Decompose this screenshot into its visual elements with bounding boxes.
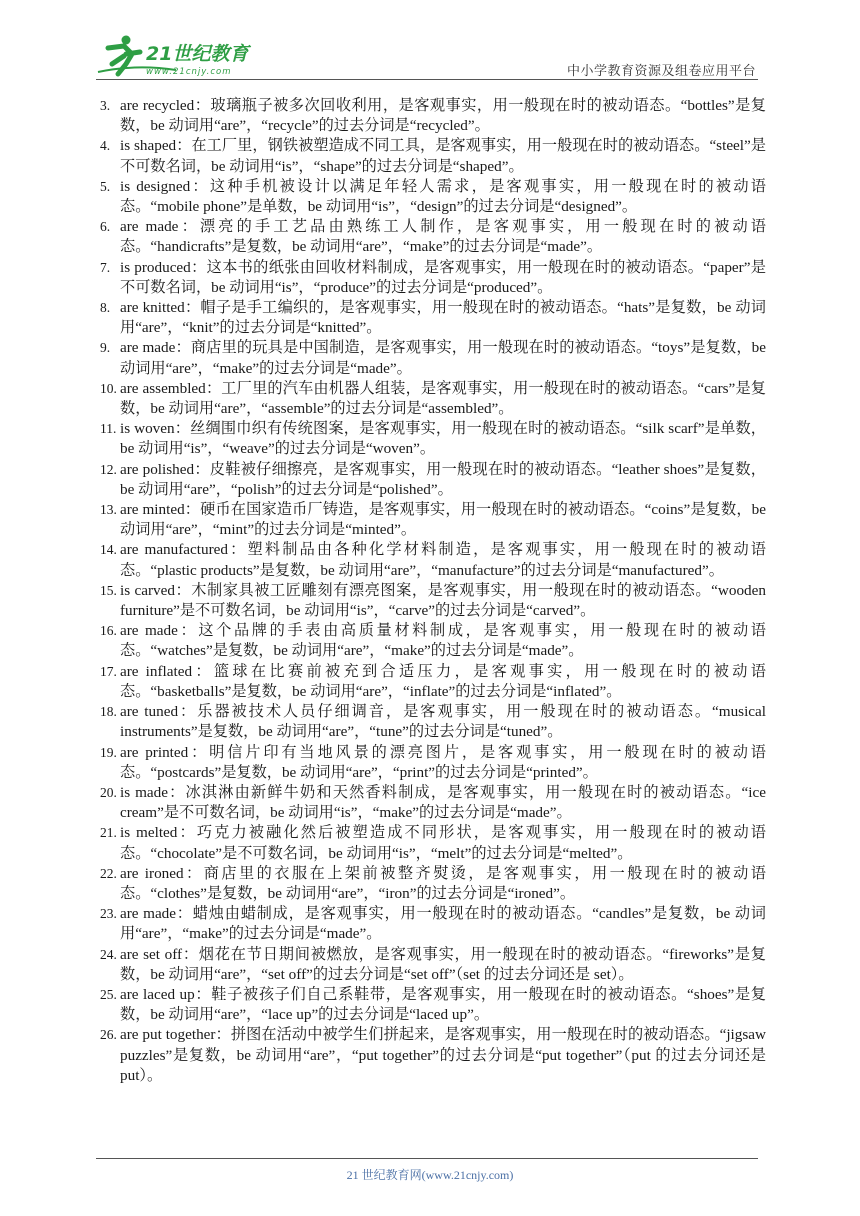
answer-item [100,500,766,540]
item-number: 18. [100,704,117,720]
item-text: are knitted：帽子是手工编织的，是客观事实，用一般现在时的被动语态。“hats”是复数，be 动词用“are”，“knit”的过去分词是“knitted”。 [120,299,766,337]
answer-item [100,136,766,176]
logo-url: www.21cnjy.com [146,67,232,77]
platform-name: 中小学教育资源及组卷应用平台 [566,63,756,78]
item-text: are assembled：工厂里的汽车由机器人组装，是客观事实，用一般现在时的被动语态。“cars”是复数，be 动词用“are”，“assemble”的过去分词是“assembled”。 [120,379,766,418]
item-text: is made：冰淇淋由新鲜牛奶和天然香料制成，是客观事实，用一般现在时的被动语态。“ice cream”是不可数名词，be 动词用“is”，“make”的过去分词是“made”。 [120,783,766,822]
item-number: 25. [100,986,117,1002]
item-number: 12. [100,461,117,477]
item-number: 20. [100,784,117,800]
answer-item [100,783,766,823]
answer-item [100,96,766,136]
item-number: 7. [100,259,111,275]
answer-item [100,823,766,863]
item-number: 19. [100,744,117,760]
answer-item [100,662,766,702]
answer-item [100,945,766,985]
answer-item [100,702,766,742]
footer-divider [96,1158,758,1159]
item-text: are made：商店里的玩具是中国制造，是客观事实，用一般现在时的被动语态。“toys”是复数，be 动词用“are”，“make”的过去分词是“made”。 [120,339,766,377]
answer-item [100,581,766,621]
item-text: are made：蜡烛由蜡制成，是客观事实，用一般现在时的被动语态。“candles”是复数，be 动词用“are”，“make”的过去分词是“made”。 [120,905,766,943]
answer-item [100,1025,766,1086]
item-number: 26. [100,1027,117,1043]
item-text: are tuned：乐器被技术人员仔细调音，是客观事实，用一般现在时的被动语态。“musical instruments”是复数，be 动词用“are”，“tune”的过去分词是“tuned”。 [120,703,766,741]
answer-item [100,743,766,783]
item-number: 6. [100,219,111,235]
item-text: are inflated：篮球在比赛前被充到合适压力，是客观事实，用一般现在时的被动语态。“basketballs”是复数，be 动词用“are”，“inflate”的过去分词是“inflated”。 [120,662,766,700]
logo-runner-icon [96,34,266,80]
answer-item [100,904,766,944]
item-text: are put together：拼图在活动中被学生们拼起来，是客观事实，用一般现在时的被动语态。“jigsaw puzzles”是复数，be 动词用“are”，“put together”的过去分词是“put together”（put 的过去分词还是 put）。 [120,1026,766,1084]
answer-item [100,985,766,1025]
footer-text: 21 世纪教育网(www.21cnjy.com) [346,1168,514,1182]
item-number: 5. [100,178,111,194]
item-number: 22. [100,865,117,881]
header-divider [96,79,758,80]
item-text: are ironed：商店里的衣服在上架前被整齐熨烫，是客观事实，用一般现在时的被动语态。“clothes”是复数，be 动词用“are”，“iron”的过去分词是“ironed”。 [120,864,766,902]
item-text: are made：漂亮的手工艺品由熟练工人制作，是客观事实，用一般现在时的被动语态。“handicrafts”是复数，be 动词用“are”，“make”的过去分词是“made”。 [120,218,766,256]
answer-item [100,379,766,419]
answer-item [100,864,766,904]
item-text: is shaped：在工厂里，钢铁被塑造成不同工具，是客观事实，用一般现在时的被动语态。“steel”是不可数名词，be 动词用“is”，“shape”的过去分词是“shaped”。 [120,137,766,175]
page-header [0,0,860,90]
item-number: 3. [100,98,111,113]
item-text: is produced：这本书的纸张由回收材料制成，是客观事实，用一般现在时的被动语态。“paper”是不可数名词，be 动词用“is”，“produce”的过去分词是“produced”。 [120,258,766,296]
answer-item [100,419,766,459]
item-text: are polished：皮鞋被仔细擦亮，是客观事实，用一般现在时的被动语态。“leather shoes”是复数，be 动词用“are”，“polish”的过去分词是“polished”。 [120,460,766,498]
answer-item [100,338,766,378]
item-number: 4. [100,138,111,154]
answer-item [100,540,766,580]
item-number: 14. [100,542,117,558]
item-text: are printed：明信片印有当地风景的漂亮图片，是客观事实，用一般现在时的被动语态。“postcards”是复数，be 动词用“are”，“print”的过去分词是“printed”。 [120,743,766,781]
answer-item [100,177,766,217]
item-text: are laced up：鞋子被孩子们自己系鞋带，是客观事实，用一般现在时的被动语态。“shoes”是复数，be 动词用“are”，“lace up”的过去分词是“laced up”。 [120,985,766,1024]
answer-item [100,460,766,500]
item-number: 24. [100,946,117,962]
item-text: are set off：烟花在节日期间被燃放，是客观事实，用一般现在时的被动语态。“fireworks”是复数，be 动词用“are”，“set off”的过去分词是“set off”（set 的过去分词还是 set）。 [120,945,766,983]
item-number: 17. [100,663,117,679]
item-number: 15. [100,582,117,598]
item-number: 8. [100,300,111,316]
item-number: 10. [100,380,117,396]
answer-item [100,621,766,661]
logo-text: 21世纪教育 [146,43,249,65]
item-text: is woven：丝绸围巾织有传统图案，是客观事实，用一般现在时的被动语态。“silk scarf”是单数，be 动词用“is”，“weave”的过去分词是“woven”。 [120,420,766,458]
item-text: is melted：巧克力被融化然后被塑造成不同形状，是客观事实，用一般现在时的被动语态。“chocolate”是不可数名词，be 动词用“is”，“melt”的过去分词是“melted”。 [120,824,766,862]
answer-list [100,96,766,1086]
item-number: 21. [100,825,117,841]
item-text: are made：这个品牌的手表由高质量材料制成，是客观事实，用一般现在时的被动语态。“watches”是复数，be 动词用“are”，“make”的过去分词是“made”。 [120,622,766,660]
item-number: 11. [100,421,117,437]
item-text: is carved：木制家具被工匠雕刻有漂亮图案，是客观事实，用一般现在时的被动语态。“wooden furniture”是不可数名词，be 动词用“is”，“carve”的过去分词是“carved”。 [120,581,766,620]
item-text: are recycled：玻璃瓶子被多次回收利用，是客观事实，用一般现在时的被动语态。“bottles”是复数，be 动词用“are”，“recycle”的过去分词是“recycled”。 [120,97,766,135]
item-text: are manufactured：塑料制品由各种化学材料制造，是客观事实，用一般现在时的被动语态。“plastic products”是复数，be 动词用“are”，“manufacture”的过去分词是“manufactured”。 [120,541,766,579]
item-number: 23. [100,906,117,922]
answer-item [100,298,766,338]
item-number: 13. [100,502,117,518]
item-number: 9. [100,340,111,356]
item-number: 16. [100,623,117,639]
answer-item [100,258,766,298]
item-text: is designed：这种手机被设计以满足年轻人需求，是客观事实，用一般现在时的被动语态。“mobile phone”是单数，be 动词用“is”，“design”的过去分词是“designed”。 [120,177,766,216]
item-text: are minted：硬币在国家造币厂铸造，是客观事实，用一般现在时的被动语态。“coins”是复数，be 动词用“are”，“mint”的过去分词是“minted”。 [120,501,766,539]
answer-item [100,217,766,257]
